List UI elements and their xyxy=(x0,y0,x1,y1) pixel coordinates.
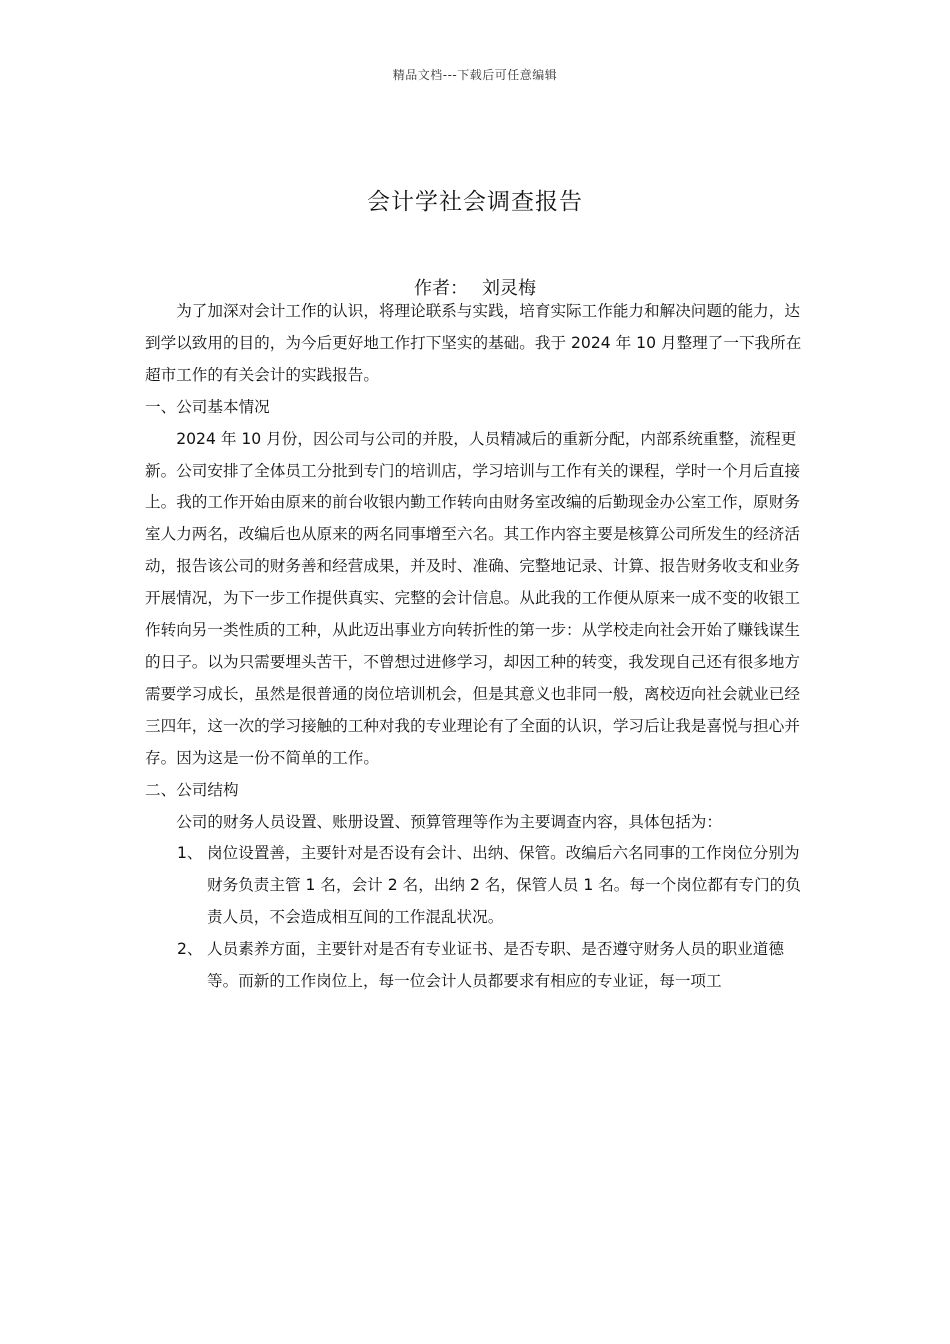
list-item-number: 2、 xyxy=(177,940,203,959)
section-heading-company-info: 一、公司基本情况 xyxy=(145,397,270,416)
company-structure-intro: 公司的财务人员设置、账册设置、预算管理等作为主要调查内容，具体包括为： xyxy=(176,812,722,831)
document-title: 会计学社会调查报告 xyxy=(367,189,583,215)
intro-paragraph: 为了加深对会计工作的认识，将理论联系与实践，培育实际工作能力和解决问题的能力，达到学以致用的目的，为今后更好地工作打下坚实的基础。我于 2024 年 10 月整理了一下我所在超市工作的有关会计的实践报告。 xyxy=(145,302,802,384)
list-item-text: 岗位设置善，主要针对是否设有会计、出纳、保管。改编后六名同事的工作岗位分别为财务负责主管 1 名，会计 2 名，出纳 2 名，保管人员 1 名。每一个岗位都有专门的负责人员，不会造成相互间的工作混乱状况。 xyxy=(207,844,801,927)
list-item xyxy=(145,838,807,934)
list-item-number: 1、 xyxy=(177,844,203,863)
document-body xyxy=(145,296,807,998)
list-item-text: 人员素养方面，主要针对是否有专业证书、是否专职、是否遵守财务人员的职业道德等。而新的工作岗位上，每一位会计人员都要求有相应的专业证，每一项工 xyxy=(207,940,784,991)
list-item xyxy=(145,934,807,998)
page-header-note: 精品文档---下载后可任意编辑 xyxy=(392,68,558,82)
company-info-paragraph: 2024 年 10 月份，因公司与公司的并股，人员精减后的重新分配，内部系统重整，流程更新。公司安排了全体员工分批到专门的培训店，学习培训与工作有关的课程，学时一个月后直接上。我的工作开始由原来的前台收银内勤工作转向由财务室改编的后勤现金办公室工作，原财务室人力两名，改编后也从原来的两名同事增至六名。其工作内容主要是核算公司所发生的经济活动，报告该公司的财务善和经营成果，并及时、准确、完整地记录、计算、报告财务收支和业务开展情况，为下一步工作提供真实、完整的会计信息。从此我的工作便从原来一成不变的收银工作转向另一类性质的工种，从此迈出事业方向转折性的第一步：从学校走向社会开始了赚钱谋生的日子。以为只需要埋头苦干，不曾想过进修学习，却因工种的转变，我发现自己还有很多地方需要学习成长，虽然是很普通的岗位培训机会，但是其意义也非同一般，离校迈向社会就业已经三四年，这一次的学习接触的工种对我的专业理论有了全面的认识，学习后让我是喜悦与担心并存。因为这是一份不简单的工作。 xyxy=(145,429,800,767)
author-name: 刘灵梅 xyxy=(482,278,536,299)
author-label: 作者： xyxy=(414,278,468,299)
section-heading-company-structure: 二、公司结构 xyxy=(145,780,239,799)
